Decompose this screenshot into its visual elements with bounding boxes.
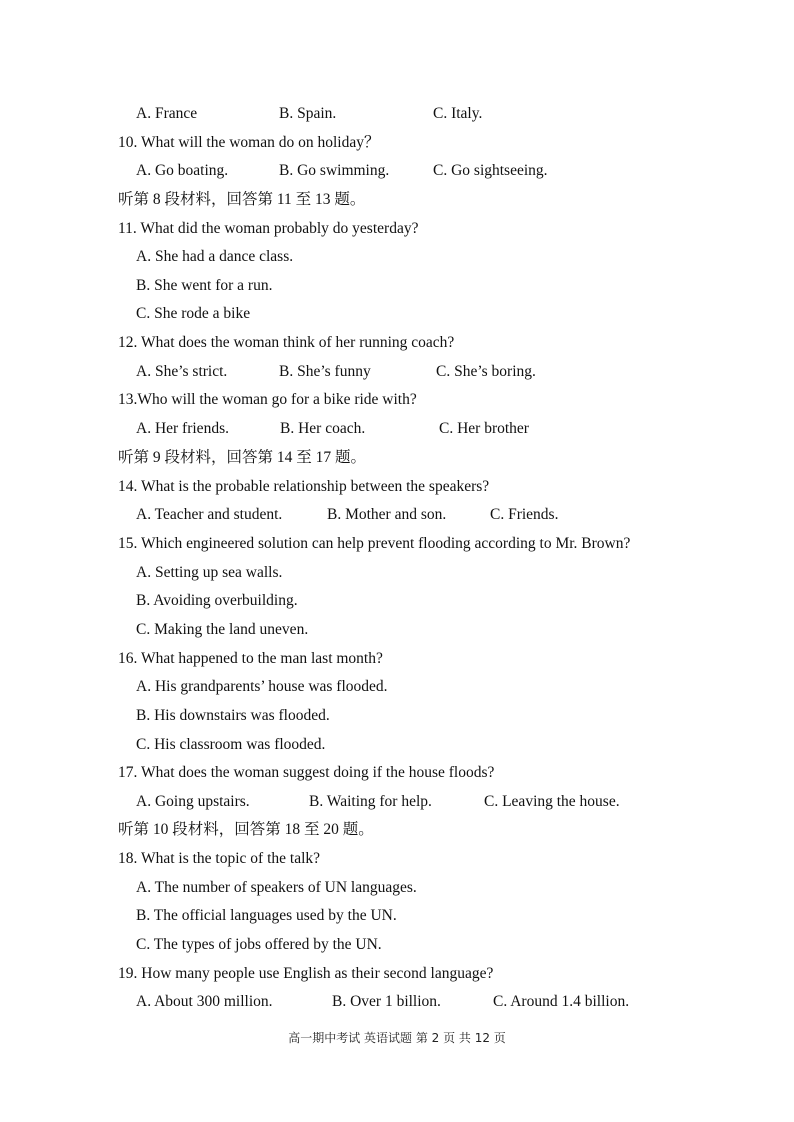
option-a: A. France [136,105,198,122]
question-18-option-b: B. The official languages used by the UN. [136,907,397,924]
question-14: 14. What is the probable relationship between the speakers? [118,478,490,495]
option-a: A. About 300 million. [136,993,273,1010]
question-18: 18. What is the topic of the talk? [118,850,321,867]
option-b: B. Go swimming. [279,162,390,179]
question-15-option-c: C. Making the land uneven. [136,621,309,638]
option-c: C. Around 1.4 billion. [493,993,630,1010]
option-a: A. Teacher and student. [136,506,283,523]
question-15: 15. Which engineered solution can help prevent flooding according to Mr. Brown? [118,535,631,552]
question-11-option-b: B. She went for a run. [136,277,273,294]
question-12: 12. What does the woman think of her running coach? [118,334,455,351]
section-instruction-9: 听第 9 段材料，回答第 14 至 17 题。 [118,449,367,466]
option-c: C. She’s boring. [436,363,536,380]
option-b: B. Waiting for help. [309,793,432,810]
option-a: A. Her friends. [136,420,229,437]
question-16-option-c: C. His classroom was flooded. [136,736,326,753]
question-16-option-b: B. His downstairs was flooded. [136,707,330,724]
option-b: B. Over 1 billion. [332,993,441,1010]
question-18-option-a: A. The number of speakers of UN languages. [136,879,417,896]
page-footer: 高一期中考试 英语试题 第 2 页 共 12 页 [288,1031,506,1045]
question-15-option-a: A. Setting up sea walls. [136,564,283,581]
section-instruction-8: 听第 8 段材料，回答第 11 至 13 题。 [118,191,366,208]
option-a: A. Go boating. [136,162,229,179]
question-18-option-c: C. The types of jobs offered by the UN. [136,936,382,953]
question-11-option-a: A. She had a dance class. [136,248,294,265]
option-a: A. She’s strict. [136,363,228,380]
option-a: A. Going upstairs. [136,793,250,810]
question-11: 11. What did the woman probably do yesterday? [118,220,419,237]
question-15-option-b: B. Avoiding overbuilding. [136,592,298,609]
option-c: C. Go sightseeing. [433,162,548,179]
question-19: 19. How many people use English as their second language? [118,965,494,982]
question-11-option-c: C. She rode a bike [136,305,251,322]
question-16: 16. What happened to the man last month? [118,650,383,667]
option-b: B. She’s funny [279,363,371,380]
question-17: 17. What does the woman suggest doing if the house floods? [118,764,495,781]
question-10: 10. What will the woman do on holiday？ [118,134,380,151]
option-b: B. Her coach. [280,420,366,437]
option-c: C. Leaving the house. [484,793,620,810]
question-16-option-a: A. His grandparents’ house was flooded. [136,678,388,695]
option-b: B. Mother and son. [327,506,447,523]
option-c: C. Friends. [490,506,559,523]
option-c: C. Her brother [439,420,529,437]
option-c: C. Italy. [433,105,483,122]
option-b: B. Spain. [279,105,337,122]
question-13: 13.Who will the woman go for a bike ride with? [118,391,417,408]
section-instruction-10: 听第 10 段材料，回答第 18 至 20 题。 [118,821,374,838]
